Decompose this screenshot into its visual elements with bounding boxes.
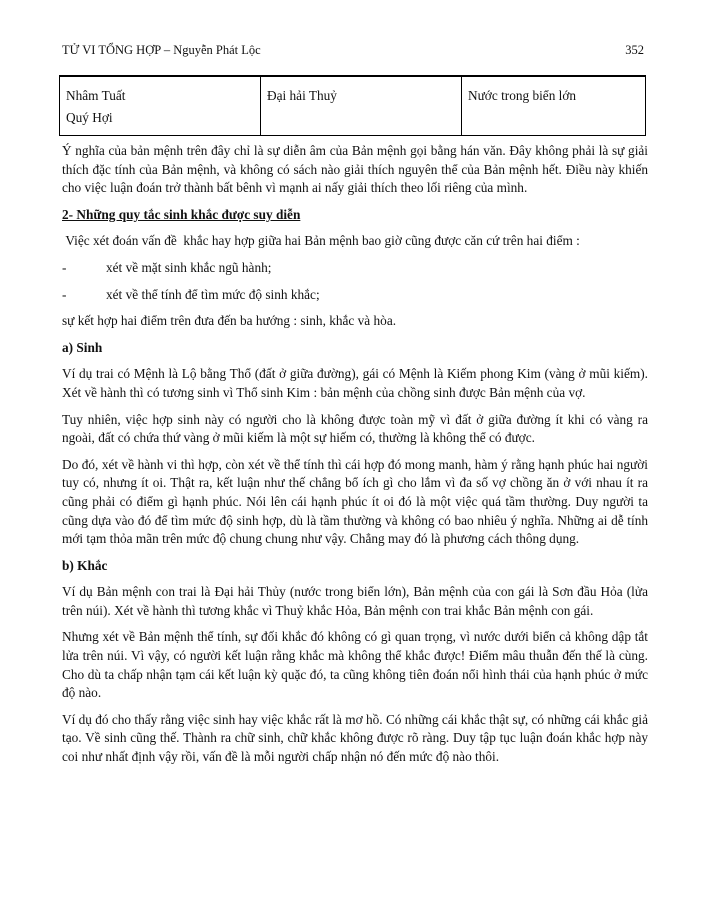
page-header: [62, 43, 648, 61]
list-item: [62, 259, 648, 278]
bullet-dash: -: [62, 286, 67, 302]
list-item: [62, 286, 648, 305]
year-label: Nhâm Tuất: [66, 88, 126, 103]
ban-menh-table: [59, 75, 646, 136]
table-cell-meaning: Nước trong biển lớn: [462, 76, 646, 136]
paragraph: Do đó, xét về hành vi thì hợp, còn xét về thể tính thì cái hợp đó mong manh, hàm ý rằng hạnh phúc hai người tuy có, nhưng ít oi. Thật ra, kết luận như thế chẳng bổ ích gì cho lắm vì đa số vợ chồng ăn ở với nhau ít ra cũng phải có điểm gì hạnh phúc. Nói lên cái hạnh phúc ít oi đó là một việc quá tầm thường. Duy người ta cũng dựa vào đó để tìm mức độ sinh hợp, dù là tầm thường và không có bao nhiêu ý nghĩa. Những ai dễ tính mới tạm thỏa mãn trên mức độ chung chung như vậy. Chẳng may đó là phương cách thông dụng.: [62, 456, 648, 547]
paragraph: sự kết hợp hai điểm trên đưa đến ba hướng : sinh, khắc và hòa.: [62, 313, 397, 329]
subsection-heading-khac: b) Khắc: [62, 557, 108, 573]
document-body: [62, 142, 648, 775]
list-item-text: xét về mặt sinh khắc ngũ hành;: [106, 259, 272, 275]
year-label: Quý Hợi: [66, 110, 113, 125]
bullet-dash: -: [62, 259, 67, 275]
table-row: [60, 76, 646, 136]
subsection-heading-sinh: a) Sinh: [62, 339, 103, 355]
paragraph: Ví dụ trai có Mệnh là Lộ bằng Thổ (đất ở giữa đường), gái có Mệnh là Kiếm phong Kim (vàng ở mũi kiếm). Xét về hành thì có tương sinh vì Thổ sinh Kim : bản mệnh của chồng sinh được Bản mệnh của vợ.: [62, 366, 648, 400]
paragraph: Nhưng xét về Bản mệnh thể tính, sự đối khắc đó không có gì quan trọng, vì nước dưới biển cả không dập tắt lửa trên núi. Vì vậy, có người kết luận rằng khắc mà không thể khắc được! Điểm mâu thuẫn đến thế là cùng. Cho dù ta chấp nhận tạm cái kết luận kỳ quặc đó, ta cũng không tiên đoán nổi hình thái của hạnh phúc ở mức độ nào.: [62, 629, 648, 701]
paragraph: Ý nghĩa của bản mệnh trên đây chỉ là sự diễn âm của Bản mệnh gọi bằng hán văn. Đây không phải là sự giải thích đặc tính của Bản mệnh, và không có sách nào giải thích nguyên thể của Bản mệnh hết. Điều này khiến cho việc luận đoán trở thành bất bênh vì mạnh ai nấy giải thích theo lối riêng của mình.: [62, 143, 648, 196]
header-title: TỬ VI TỔNG HỢP – Nguyễn Phát Lộc: [62, 43, 261, 57]
paragraph: Việc xét đoán vấn đề khắc hay hợp giữa hai Bản mệnh bao giờ cũng được căn cứ trên hai điểm :: [62, 233, 580, 249]
section-heading: 2- Những quy tắc sinh khắc được suy diễn: [62, 206, 301, 222]
paragraph: Tuy nhiên, việc hợp sinh này có người cho là không được toàn mỹ vì đất ở giữa đường ít khi có vàng ra ngoài, đất có chứa thứ vàng ở mũi kiếm là một sự hiếm có, thường là không thể có được.: [62, 411, 648, 446]
table-cell-years: [60, 76, 261, 136]
page-number: 352: [625, 43, 644, 57]
paragraph: Ví dụ Bản mệnh con trai là Đại hải Thủy (nước trong biển lớn), Bản mệnh của con gái là Sơn đầu Hỏa (lửa trên núi). Xét về hành thì tương khắc vì Thuỷ khắc Hỏa, Bản mệnh con trai khắc Bản mệnh con gái.: [62, 584, 648, 618]
table-cell-menh: Đại hải Thuỷ: [261, 76, 462, 136]
paragraph: Ví dụ đó cho thấy rằng việc sinh hay việc khắc rất là mơ hồ. Có những cái khắc thật sự, có những cái khắc giả tạo. Về sinh cũng thế. Thành ra chữ sinh, chữ khắc không được rõ ràng. Duy tập tục luận đoán khắc hợp này coi như nhất định vậy rồi, vấn đề là mỗi người chấp nhận nó đến mức độ nào thôi.: [62, 711, 648, 765]
list-item-text: xét về thể tính để tìm mức độ sinh khắc;: [106, 286, 320, 302]
